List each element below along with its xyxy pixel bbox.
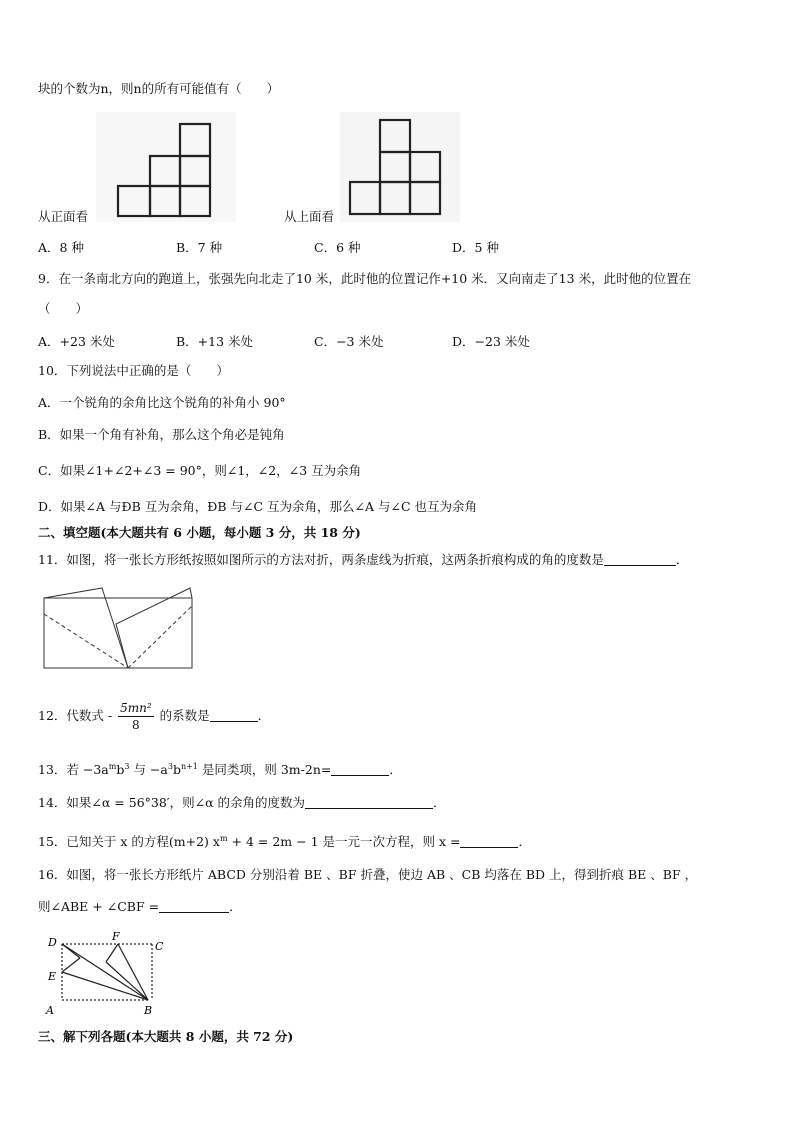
q16-rectangle-fold-figure — [40, 928, 180, 1018]
q16-stem-line1: 16．如图，将一张长方形纸片 ABCD 分别沿着 BE 、BF 折叠，使边 AB 、CB 均落在 BD 上，得到折痕 BE 、BF ， — [38, 867, 698, 882]
q11-answer-blank — [604, 552, 676, 566]
q8-option-a: A．8 种 — [38, 240, 84, 255]
q15-text-a: 15．已知关于 x 的方程(m+2) x — [38, 834, 220, 850]
q12-suffix: 的系数是 — [159, 708, 210, 723]
q9-option-c: C．−3 米处 — [314, 334, 384, 349]
q12-answer-blank — [210, 708, 258, 722]
q9-stem-line2: （ ） — [38, 301, 89, 316]
q8-front-view-label: 从正面看 — [38, 209, 89, 224]
q12-denominator: 8 — [132, 718, 140, 732]
label-b: B — [144, 1004, 153, 1017]
q13-text-c: 与 −a — [129, 762, 168, 778]
q13-answer-blank — [331, 762, 389, 776]
q9-stem-line1: 9．在一条南北方向的跑道上，张强先向北走了10 米，此时他的位置记作+10 米．又向南走了13 米，此时他的位置在 — [38, 271, 692, 286]
q12-prefix: 12．代数式 - — [38, 708, 113, 723]
q8-stem: 块的个数为n，则n的所有可能值有（ ） — [38, 81, 280, 96]
label-c: C — [155, 940, 164, 953]
q9-option-a: A．+23 米处 — [38, 334, 115, 349]
q14-text: 14．如果∠α = 56°38′，则∠α 的余角的度数为 — [38, 795, 306, 810]
label-f: F — [112, 930, 120, 943]
q13-text-a: 13．若 −3a — [38, 762, 109, 778]
label-d: D — [48, 936, 57, 949]
q9-option-b: B．+13 米处 — [176, 334, 254, 349]
q8-front-view-figure — [96, 112, 236, 222]
section-2-heading: 二、填空题(本大题共有 6 小题，每小题 3 分，共 18 分) — [38, 525, 361, 540]
q15-stem — [38, 830, 531, 851]
q8-option-b: B．7 种 — [176, 240, 223, 255]
q13-period: ． — [389, 762, 402, 778]
q10-option-c: C．如果∠1+∠2+∠3 = 90°，则∠1，∠2，∠3 互为余角 — [38, 463, 362, 478]
q11-period: ． — [675, 552, 689, 567]
q13-exp-c: 3 — [167, 762, 173, 771]
q10-option-a: A．一个锐角的余角比这个锐角的补角小 90° — [38, 395, 286, 410]
q9-option-d: D．−23 米处 — [452, 334, 530, 349]
q8-top-view-label: 从上面看 — [284, 209, 335, 224]
q16-answer-blank — [159, 899, 229, 913]
q15-exp: m — [219, 834, 228, 843]
q12-period: ． — [257, 708, 271, 723]
q13-exp-a: m — [108, 762, 117, 771]
q10-option-b: B．如果一个角有补角，那么这个角必是钝角 — [38, 427, 285, 442]
q11-stem — [38, 551, 688, 569]
q11-folded-paper-figure — [40, 584, 200, 672]
q16-stem-line2 — [38, 898, 242, 916]
q8-top-view-figure — [340, 112, 460, 222]
q12-fraction — [118, 700, 154, 733]
q14-stem — [38, 794, 446, 812]
q15-period: ． — [518, 834, 531, 850]
q11-text: 11．如图，将一张长方形纸按照如图所示的方法对折，两条虚线为折痕，这两条折痕构成的角的度数是 — [38, 552, 604, 567]
label-a: A — [46, 1004, 54, 1017]
q13-text-e: 是同类项，则 3m-2n= — [197, 762, 332, 778]
q15-text-b: + 4 = 2m − 1 是一元一次方程，则 x = — [227, 834, 461, 850]
q8-option-c: C．6 种 — [314, 240, 361, 255]
q16-text: 则∠ABE + ∠CBF = — [38, 899, 160, 914]
label-e: E — [48, 970, 57, 983]
q10-stem: 10．下列说法中正确的是（ ） — [38, 363, 229, 378]
q14-answer-blank — [305, 795, 433, 809]
section-3-heading: 三、解下列各题(本大题共 8 小题，共 72 分) — [38, 1029, 294, 1044]
q14-period: ． — [433, 795, 446, 810]
q10-option-d: D．如果∠A 与ÐB 互为余角，ÐB 与∠C 互为余角，那么∠A 与∠C 也互为余角 — [38, 499, 477, 514]
q8-option-d: D．5 种 — [452, 240, 499, 255]
q13-text-b: b — [116, 762, 125, 778]
q12-numerator: 5mn² — [120, 701, 152, 715]
q13-text-d: b — [172, 762, 181, 778]
q12-stem — [38, 696, 270, 736]
q15-answer-blank — [460, 834, 518, 848]
q13-exp-d: n+1 — [180, 762, 198, 771]
q13-stem — [38, 758, 402, 779]
q13-exp-b: 3 — [124, 762, 130, 771]
q16-period: ． — [229, 899, 242, 914]
